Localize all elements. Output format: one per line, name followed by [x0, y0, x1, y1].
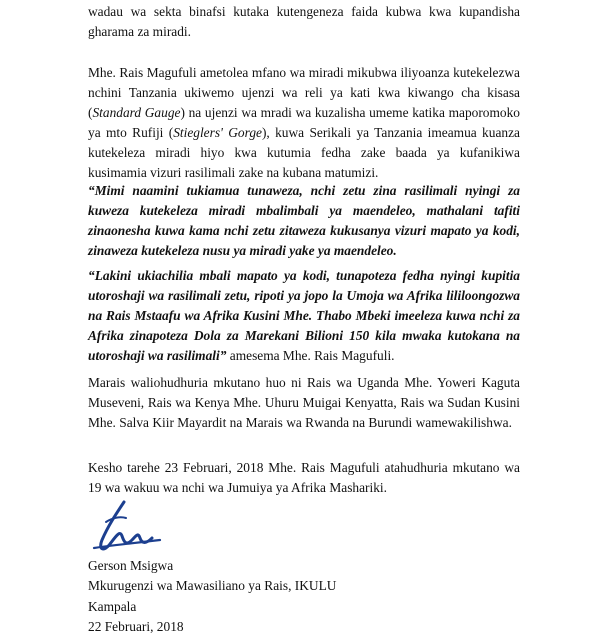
signatory-title: Mkurugenzi wa Mawasiliano ya Rais, IKULU — [88, 578, 337, 593]
text-segment: ) na ujenzi wa mradi wa kuzalisha umeme katika maporomoko ya mto Rufiji ( — [88, 105, 521, 140]
attribution-text: amesema Mhe. Rais Magufuli. — [226, 348, 395, 363]
paragraph-project-costs: wadau wa sekta binafsi kutaka kutengeneza faida kubwa kwa kupandisha gharama za miradi. — [88, 4, 520, 39]
release-date: 22 Februari, 2018 — [88, 619, 184, 634]
signatory-name: Gerson Msigwa — [88, 558, 174, 573]
release-place: Kampala — [88, 599, 137, 614]
paragraph-next-summit: Kesho tarehe 23 Februari, 2018 Mhe. Rais Magufuli atahudhuria mkutano wa 19 wa wakuu wa nchi wa Jumuiya ya Afrika Mashariki. — [88, 460, 520, 495]
quote-paragraph-resources: “Mimi naamini tukiamua tunaweza, nchi zetu zina rasilimali nyingi za kuweza kutekeleza miradi mbalimbali ya maendeleo, mathalani tafiti zinaonesha kuwa kama nchi zetu zitaweza kukusanya vizuri mapato ya kodi, zinaweza kutekeleza nusu ya miradi yake ya maendeleo. — [88, 183, 520, 258]
text-segment: Mhe. Rais Magufuli ametolea mfano wa miradi mikubwa iliyoanza kutekelezwa nchini Tanzania ukiwemo ujenzi wa reli ya kati kwa kiwango cha kisasa ( — [88, 65, 520, 120]
standard-gauge-term: Standard Gauge — [92, 105, 181, 120]
text-segment: ), kuwa Serikali ya Tanzania imeamua kuanza kutekeleza miradi hiyo kwa kutumia fedha zake baada ya kufanikiwa kusimamia vizuri rasilimali zake na kubana matumizi. — [88, 125, 520, 180]
quote-text: “Lakini ukiachilia mbali mapato ya kodi, tunapoteza fedha nyingi kupitia utoroshaji wa rasilimali zetu, ripoti ya jopo la Umoja wa Afrika lililoongozwa na Rais Mstaafu wa Afrika Kusini Mhe. Thabo Mbeki imeeleza kuwa nchi za Afrika zinapoteza Dola za Marekani Bilioni 150 kila mwaka kutokana na utoroshaji wa rasilimali” — [88, 268, 520, 363]
paragraph-attendees: Marais waliohudhuria mkutano huo ni Rais wa Uganda Mhe. Yoweri Kaguta Museveni, Rais wa Kenya Mhe. Uhuru Muigai Kenyatta, Rais wa Sudan Kusini Mhe. Salva Kiir Mayardit na Marais wa Rwanda na Burundi wamewakilishwa. — [88, 375, 520, 430]
stieglers-gorge-term: Stieglers' Gorge — [173, 125, 262, 140]
paragraph-example-projects — [88, 63, 520, 183]
quote-paragraph-illicit-flows — [88, 266, 520, 366]
